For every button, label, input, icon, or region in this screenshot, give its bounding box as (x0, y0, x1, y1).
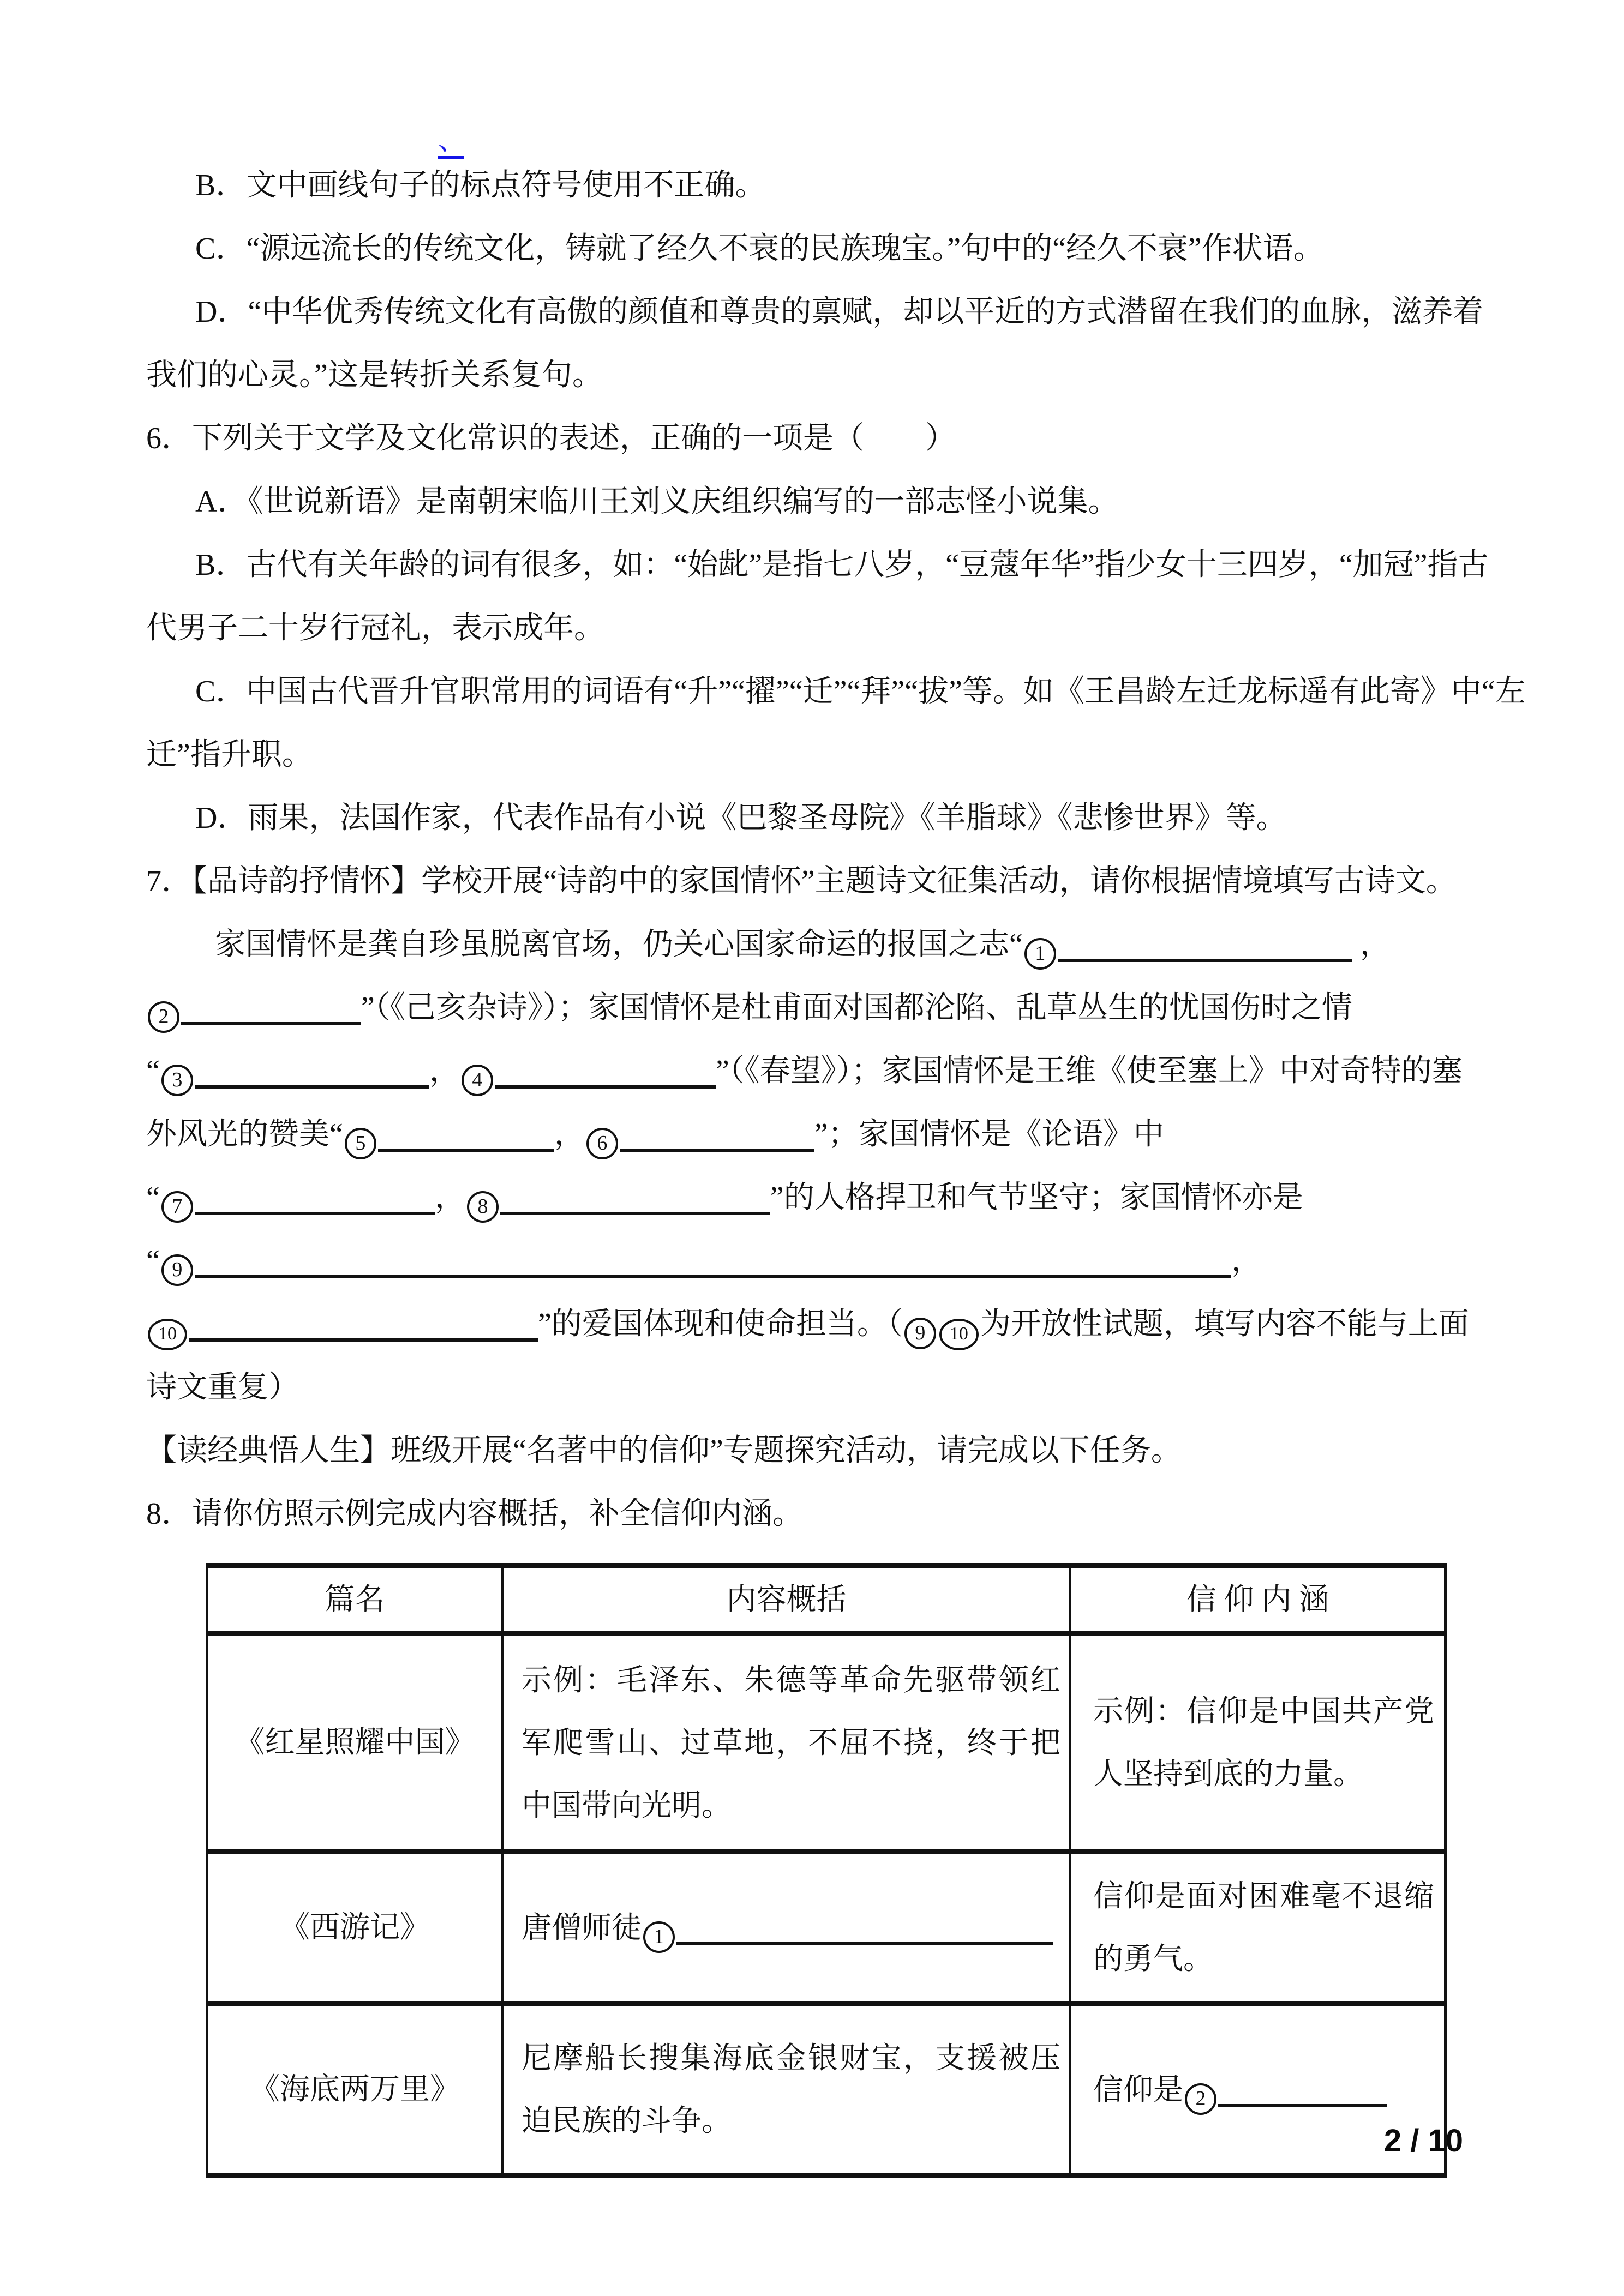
book-title-cell: 《红星照耀中国》 (207, 1634, 503, 1852)
answer-blank-underline (189, 1310, 538, 1342)
belief-table-row-2 (207, 1852, 1446, 2004)
circled-number-4: 4 (462, 1065, 493, 1096)
doc-line-13 (146, 913, 1493, 976)
doc-line-1 (146, 154, 1493, 217)
text-run: 示例：毛泽东、朱德等革命先驱带领红军爬雪山、过草地，不屈不挠，终于把中国带向光明。 (522, 1663, 1060, 1822)
text-run: “ (146, 1244, 160, 1278)
doc-line-9 (146, 660, 1526, 723)
circled-number-3: 3 (161, 1065, 193, 1096)
answer-blank-underline (1218, 2076, 1387, 2107)
doc-line-7 (146, 533, 1493, 597)
belief-meaning-cell (1070, 1852, 1446, 2004)
text-run: 7．【品诗韵抒情怀】学校开展“诗韵中的家国情怀”主题诗文征集活动，请你根据情境填写古诗文。 (146, 864, 1457, 898)
text-run: B．古代有关年龄的词有很多，如：“始龀”是指七八岁，“豆蔻年华”指少女十三四岁，“加冠”指古 (195, 548, 1489, 582)
text-run: C．“源远流长的传统文化，铸就了经久不衰的民族瑰宝。”句中的“经久不衰”作状语。 (195, 232, 1324, 266)
content-summary-cell (503, 1634, 1070, 1852)
doc-line-11 (146, 786, 1493, 850)
answer-blank-underline (676, 1914, 1053, 1945)
doc-line-14 (146, 976, 1493, 1039)
doc-line-15 (146, 1039, 1493, 1103)
circled-number-1: 1 (1024, 938, 1056, 970)
text-run: D．雨果，法国作家，代表作品有小说《巴黎圣母院》《羊脂球》《悲惨世界》等。 (195, 801, 1287, 835)
circled-number-9: 9 (161, 1254, 193, 1286)
belief-table-header-cell-2: 内容概括 (503, 1566, 1070, 1634)
answer-blank-underline (495, 1057, 716, 1089)
content-summary-cell (503, 1852, 1070, 2004)
text-run: 迁”指升职。 (146, 738, 313, 772)
circled-number-2: 2 (148, 1001, 179, 1033)
circled-number-6: 6 (586, 1128, 618, 1159)
page-number-indicator: 2 / 10 (1383, 2123, 1463, 2159)
stray-hyperlink-comma[interactable]: 、 (438, 124, 464, 159)
doc-line-2 (146, 217, 1493, 280)
answer-blank-underline (181, 994, 361, 1025)
belief-table-row-3 (207, 2004, 1446, 2175)
doc-line-12 (146, 850, 1493, 913)
text-run: ”；家国情怀是《论语》中 (814, 1117, 1164, 1151)
text-run: ”的人格捍卫和气节坚守；家国情怀亦是 (770, 1181, 1303, 1215)
belief-table-header-cell-1: 篇名 (207, 1566, 503, 1634)
belief-table-header-cell-3: 信 仰 内 涵 (1070, 1566, 1446, 1634)
text-run: 为开放性试题，填写内容不能与上面 (980, 1307, 1469, 1341)
circled-number-7: 7 (161, 1191, 193, 1223)
doc-line-17 (146, 1166, 1493, 1229)
text-run: ， (434, 1181, 465, 1215)
answer-blank-underline (195, 1183, 435, 1215)
question-text-block (146, 154, 1526, 1546)
circled-number-2: 2 (1185, 2083, 1216, 2115)
doc-line-3 (146, 280, 1493, 344)
doc-line-19 (146, 1293, 1493, 1356)
answer-blank-underline (620, 1120, 814, 1152)
doc-line-6 (146, 470, 1493, 533)
circled-number-10: 10 (148, 1319, 187, 1350)
belief-table (206, 1563, 1447, 2178)
text-run: 我们的心灵。”这是转折关系复句。 (146, 358, 603, 392)
doc-line-22 (146, 1482, 1493, 1546)
text-run: D．“中华优秀传统文化有高傲的颜值和尊贵的禀赋，却以平近的方式潜留在我们的血脉，滋养着 (195, 295, 1484, 329)
text-run: 诗文重复） (146, 1371, 299, 1404)
text-run: 8．请你仿照示例完成内容概括，补全信仰内涵。 (146, 1497, 803, 1531)
text-run: 6．下列关于文学及文化常识的表述，正确的一项是（ ） (146, 422, 956, 455)
text-run: “ (146, 1181, 160, 1215)
circled-number-5: 5 (345, 1128, 376, 1159)
text-run: ， (554, 1117, 585, 1151)
doc-line-8 (146, 597, 1493, 660)
answer-blank-underline (195, 1247, 1231, 1278)
circled-number-1: 1 (643, 1921, 675, 1953)
text-run: 信仰是面对困难毫不退缩的勇气。 (1093, 1879, 1434, 1975)
doc-line-5 (146, 407, 1493, 470)
circled-number-9: 9 (904, 1318, 936, 1349)
text-run: 信仰是 (1093, 2072, 1184, 2106)
content-summary-cell (503, 2004, 1070, 2175)
text-run: 外风光的赞美“ (146, 1117, 343, 1151)
text-run: “ (146, 1054, 160, 1088)
text-run: ”的爱国体现和使命担当。（ (538, 1307, 903, 1341)
text-run: 家国情怀是龚自珍虽脱离官场，仍关心国家命运的报国之志“ (215, 928, 1023, 961)
answer-blank-underline (1058, 930, 1352, 962)
text-run: A．《世说新语》是南朝宋临川王刘义庆组织编写的一部志怪小说集。 (195, 485, 1119, 519)
book-title-cell: 《海底两万里》 (207, 2004, 503, 2175)
text-run: ， (429, 1054, 460, 1088)
doc-line-4 (146, 344, 1493, 407)
doc-line-20 (146, 1356, 1493, 1419)
answer-blank-underline (500, 1183, 770, 1215)
belief-table-header (207, 1566, 1446, 1634)
text-run: 【读经典悟人生】班级开展“名著中的信仰”专题探究活动，请完成以下任务。 (146, 1434, 1182, 1468)
answer-blank-underline (378, 1120, 554, 1152)
text-run: 代男子二十岁行冠礼，表示成年。 (146, 611, 604, 645)
circled-number-8: 8 (467, 1191, 499, 1223)
doc-line-16 (146, 1103, 1493, 1166)
text-run: ”（《春望》）；家国情怀是王维《使至塞上》中对奇特的塞 (715, 1054, 1463, 1088)
text-run: C．中国古代晋升官职常用的词语有“升”“擢”“迁”“拜”“拔”等。如《王昌龄左迁龙标遥有此寄》中“左 (195, 675, 1526, 708)
text-run: ， (1231, 1244, 1262, 1278)
belief-table-row-1 (207, 1634, 1446, 1852)
text-run: B．文中画线句子的标点符号使用不正确。 (195, 169, 766, 202)
answer-blank-underline (195, 1057, 429, 1089)
text-run: 唐僧师徒 (522, 1910, 642, 1944)
belief-meaning-cell (1070, 1634, 1446, 1852)
doc-line-10 (146, 723, 1493, 786)
text-run: ”（《己亥杂诗》）；家国情怀是杜甫面对国都沦陷、乱草丛生的忧国伤时之情 (361, 991, 1352, 1025)
text-run: ， (1352, 928, 1391, 961)
text-run: 尼摩船长搜集海底金银财宝，支援被压迫民族的斗争。 (522, 2041, 1060, 2137)
book-title-cell: 《西游记》 (207, 1852, 503, 2004)
doc-line-21 (146, 1419, 1493, 1482)
circled-number-10: 10 (939, 1319, 979, 1350)
doc-line-18 (146, 1229, 1493, 1293)
text-run: 示例：信仰是中国共产党人坚持到底的力量。 (1093, 1694, 1434, 1790)
